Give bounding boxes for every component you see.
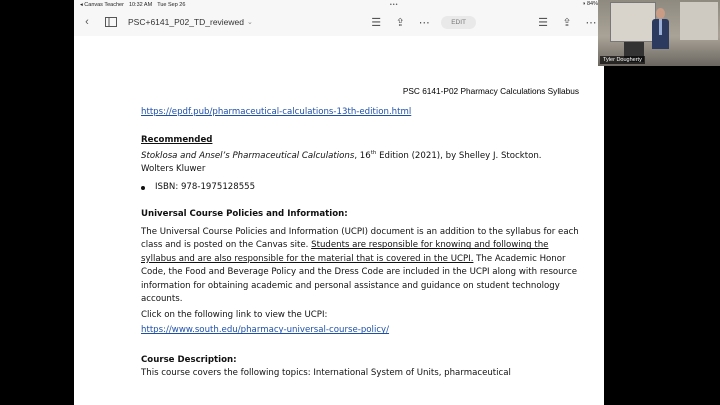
recommended-book: [141, 147, 581, 163]
syllabus-header: PSC 6141-P02 Pharmacy Calculations Syllabus: [402, 86, 579, 96]
ucpi-underlined-text: Students are responsible for knowing and following the syllabus and are also responsible for the material that is covered in the UCPI.: [141, 240, 549, 264]
more-options-icon[interactable]: ⋯: [418, 16, 430, 29]
more-options-icon-secondary[interactable]: ⋯: [585, 16, 597, 29]
more-dots-icon[interactable]: •••: [389, 1, 399, 8]
edit-button[interactable]: EDIT: [441, 16, 476, 29]
status-bar: [74, 0, 604, 9]
back-chevron-icon[interactable]: ‹: [85, 16, 89, 28]
isbn-text: ISBN: 978-1975128555: [155, 181, 256, 192]
share-icon[interactable]: ⇪: [395, 16, 405, 29]
publisher: Wolters Kluwer: [141, 164, 206, 175]
ucpi-paragraph: [141, 226, 581, 307]
book-title: Stoklosa and Ansel’s Pharmaceutical Calculations: [141, 150, 355, 161]
recommended-heading: Recommended: [141, 134, 213, 145]
share-icon-secondary[interactable]: ⇪: [562, 16, 572, 29]
ucpi-heading: Universal Course Policies and Information:: [141, 209, 348, 220]
wall-panel: [680, 2, 718, 40]
course-description-heading: Course Description:: [141, 354, 237, 365]
ucpi-click-text: Click on the following link to view the UCPI:: [141, 309, 328, 320]
ucpi-link[interactable]: https://www.south.edu/pharmacy-universal-course-policy/: [141, 325, 390, 336]
battery-indicator: ◑ 84%: [582, 1, 598, 7]
chevron-down-icon: ⌄: [247, 19, 253, 26]
isbn-item: [141, 181, 581, 195]
book-edition-prefix: , 16: [354, 150, 371, 161]
book-edition-sup: th: [370, 150, 377, 156]
textbook-link[interactable]: https://epdf.pub/pharmaceutical-calculations-13th-edition.html: [141, 107, 412, 117]
document-toolbar: [74, 9, 604, 35]
course-description-text: This course covers the following topics: International System of Units, pharmaceutical: [141, 368, 511, 379]
document-body: [141, 36, 581, 381]
document-title-text: PSC+6141_P02_TD_reviewed: [128, 17, 245, 27]
whiteboard: [610, 2, 656, 42]
document-title[interactable]: [128, 17, 253, 27]
ucpi-rest-text: The Academic Honor Code, the Food and Beverage Policy and the Dress Code are included in the UCPI along with resource information for obtaining academic and personal assistance and guidance on student technology accounts.: [141, 253, 577, 305]
list-icon[interactable]: ☰: [371, 16, 382, 29]
presenter-tie: [659, 19, 662, 35]
status-date: Tue Sep 26: [157, 1, 186, 8]
tablet-screen: [74, 0, 604, 405]
ucpi-text: The Universal Course Policies and Information (UCPI) document is an addition to the syllabus for each class and is posted on the Canvas site.: [141, 226, 579, 251]
sidebar-toggle-icon[interactable]: [104, 15, 118, 29]
status-time: 10:32 AM: [128, 1, 153, 8]
presenter-head: [656, 8, 665, 19]
status-carrier: ◂ Canvas Teacher: [80, 1, 124, 8]
book-edition-suffix: Edition (2021), by Shelley J. Stockton.: [376, 150, 542, 161]
presenter-name: Tyler Dougherty: [600, 56, 645, 64]
list-icon-secondary[interactable]: ☰: [538, 16, 548, 29]
document-page: [74, 36, 604, 405]
presenter-camera: [598, 0, 720, 66]
bullet-icon: [141, 186, 145, 190]
